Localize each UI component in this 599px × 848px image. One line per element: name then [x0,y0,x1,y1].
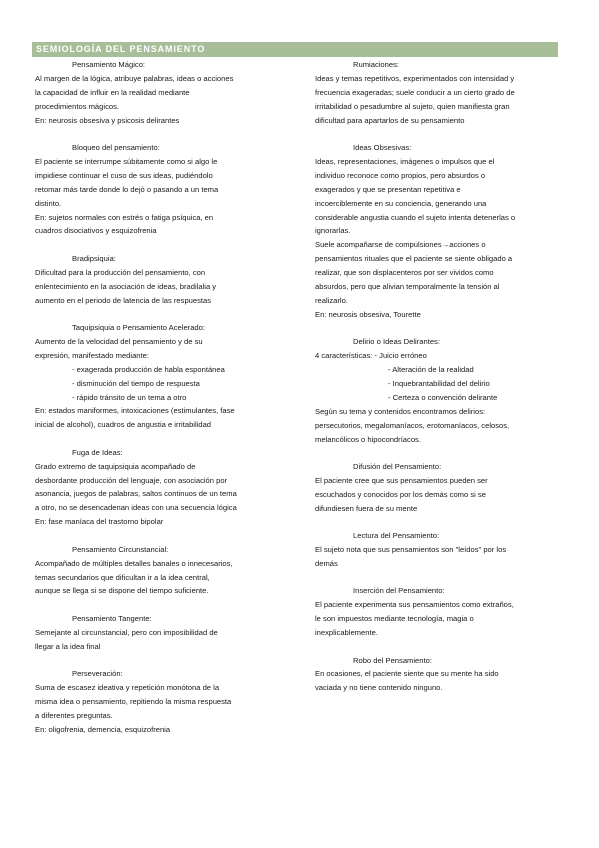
text-line: Grado extremo de taquipsiquia acompañado de [35,461,196,471]
text-line: cuadros disociativos y esquizofrenia [35,226,157,236]
text-line: asonancia, juegos de palabras, saltos continuos de un tema [35,489,237,499]
text-line: En: fase maníaca del trastorno bipolar [35,517,164,527]
text-line: En ocasiones, el paciente siente que su mente ha sido [315,669,499,679]
section-taquipsiquia [35,321,287,432]
text-line: El paciente se interrumpe súbitamente como si algo le [35,156,218,166]
text-line: la capacidad de influir en la realidad mediante [35,87,190,97]
section-title: Bloqueo del pensamiento: [72,143,160,153]
text-line: frecuencia exageradas; suele conducir a un cierto grado de [315,87,515,97]
section-title: Pensamiento Tangente: [72,613,152,623]
text-line: El paciente experimenta sus pensamientos como extraños, [315,600,514,610]
text-line: Ideas, representaciones, imágenes o impulsos que el [315,156,495,166]
text-line: le son impuestos mediante tecnología, magia o [315,614,474,624]
text-line: pensamientos rituales que el paciente se siente obligado a [315,254,513,264]
section-title: Difusión del Pensamiento: [353,462,442,472]
text-line: impidiese continuar el cuso de sus ideas, pudiéndolo [35,170,213,180]
text-line: aunque se llega si se dispone del tiempo suficiente. [35,586,209,596]
text-line: Semejante al circunstancial, pero con imposibilidad de [35,627,218,637]
list-item: - disminución del tiempo de respuesta [72,378,200,388]
text-line: irritabilidad o pesadumbre al sujeto, quien manifiesta gran [315,101,510,111]
section-title: Pensamiento Mágico: [72,60,146,69]
text-line: En: estados maniformes, intoxicaciones (estimulantes, fase [35,406,235,416]
section-fuga-de-ideas [35,446,287,529]
section-bradipsiquia [35,252,287,308]
list-item: - Inquebrantabilidad del delirio [388,379,490,389]
text-line: melancólicos o hipocondríacos. [315,434,421,444]
section-perseveracion [35,667,287,737]
section-bloqueo [35,141,287,238]
left-column [35,58,287,750]
section-title: Inserción del Pensamiento: [353,586,445,596]
text-line: inexplicablemente. [315,628,378,638]
text-line: Suma de escasez ideativa y repetición monótona de la [35,682,220,692]
text-line: considerable angustia cuando el sujeto intenta detenerlas o [315,212,516,222]
section-ideas-obsesivas [315,141,567,322]
text-line: En: neurosis obsesiva y psicosis delirantes [35,115,180,125]
text-line: Según su tema y contenidos encontramos delirios: [315,406,486,416]
text-line: absurdos, pero que alivian temporalmente la tensión al [315,282,500,292]
text-line: retomar más tarde donde lo dejó o pasando a un tema [35,184,219,194]
text-line: realizarlo. [315,296,348,305]
text-line: Ideas y temas repetitivos, experimentados con intensidad y [315,73,515,83]
text-line: ignorarlas. [315,226,351,236]
text-line: procedimientos mágicos. [35,101,119,111]
section-tangente [35,612,287,654]
text-line: exagerados y que se presentan repetitiva e [315,184,461,194]
section-difusion [315,460,567,516]
section-circunstancial [35,543,287,599]
section-title: Perseveración: [72,669,123,679]
text-line: a otro, no se desencadenan ideas con una secuencia lógica [35,503,237,513]
text-line: En: sujetos normales con estrés o fatiga psíquica, en [35,212,214,222]
section-title: Pensamiento Circunstancial: [72,544,169,554]
text-line: enlentecimiento en la asociación de ideas, bradilalia y [35,281,217,291]
text-line: realizar, que son displacenteros por ser vividos como [315,268,494,278]
text-line: misma idea o pensamiento, repitiendo la misma respuesta [35,696,232,706]
text-line: difundiesen fuera de su mente [315,503,418,513]
text-line: En: neurosis obsesiva, Tourette [315,309,421,319]
list-item: - Alteración de la realidad [388,365,474,375]
text-line: incoerciblemente en su conciencia, generando una [315,198,487,208]
text-line: En: oligofrenia, demencia, esquizofrenia [35,724,171,734]
section-title: Ideas Obsesivas: [353,143,412,153]
section-title: Rumiaciones: [353,60,400,69]
list-item: - exagerada producción de habla espontánea [72,364,225,374]
text-line: temas secundarios que dificultan ir a la idea central, [35,572,210,582]
text-line: Aumento de la velocidad del pensamiento y de su [35,336,203,346]
text-line: Acompañado de múltiples detalles banales o innecesarios, [35,558,233,568]
text-line: dificultad para apartarlos de su pensamiento [315,115,465,125]
section-pensamiento-magico [35,58,287,128]
section-rumiaciones [315,58,567,128]
text-line: individuo reconoce como propios, pero absurdos o [315,170,486,180]
text-line: 4 características: - Juicio erróneo [315,351,427,361]
text-line: expresión, manifestado mediante: [35,350,149,360]
section-lectura [315,529,567,571]
text-line: vaciada y no tiene contenido ninguno. [315,683,443,693]
list-item: - Certeza o convención delirante [388,392,498,402]
text-line: llegar a la idea final [35,641,101,651]
section-title: Robo del Pensamiento: [353,655,432,665]
text-line: demás [315,559,338,568]
section-robo [315,654,567,696]
text-line: aumento en el periodo de latencia de las respuestas [35,295,212,305]
section-title: Fuga de Ideas: [72,447,123,457]
text-line: distinto. [35,198,62,208]
right-column [315,58,567,709]
text-line: Al margen de la lógica, atribuye palabras, ideas o acciones [35,73,234,83]
text-line: a diferentes preguntas. [35,710,113,720]
text-line: El sujeto nota que sus pensamientos son "leídos" por los [315,545,507,555]
section-delirio [315,335,567,446]
section-title: Taquipsiquia o Pensamiento Acelerado: [72,323,205,332]
section-insercion [315,584,567,640]
section-title: Lectura del Pensamiento: [353,531,440,541]
text-line: El paciente cree que sus pensamientos pueden ser [315,475,488,485]
text-line: inicial de alcohol), cuadros de angustia e irritabilidad [35,420,212,430]
text-line: Suele acompañarse de compulsiones→acciones o [315,240,486,250]
text-line: escuchados y conocidos por los demás como si se [315,489,486,499]
section-title: Delirio o Ideas Delirantes: [353,337,440,347]
text-line: Dificultad para la producción del pensamiento, con [35,267,206,277]
list-item: - rápido tránsito de un tema a otro [72,392,187,402]
section-banner: SEMIOLOGÍA DEL PENSAMIENTO [32,42,558,57]
section-title: Bradipsiquia: [72,253,116,263]
text-line: persecutorios, megalomaníacos, erotomaníacos, celosos, [315,420,510,430]
text-line: desbordante producción del lenguaje, con asociación por [35,475,228,485]
